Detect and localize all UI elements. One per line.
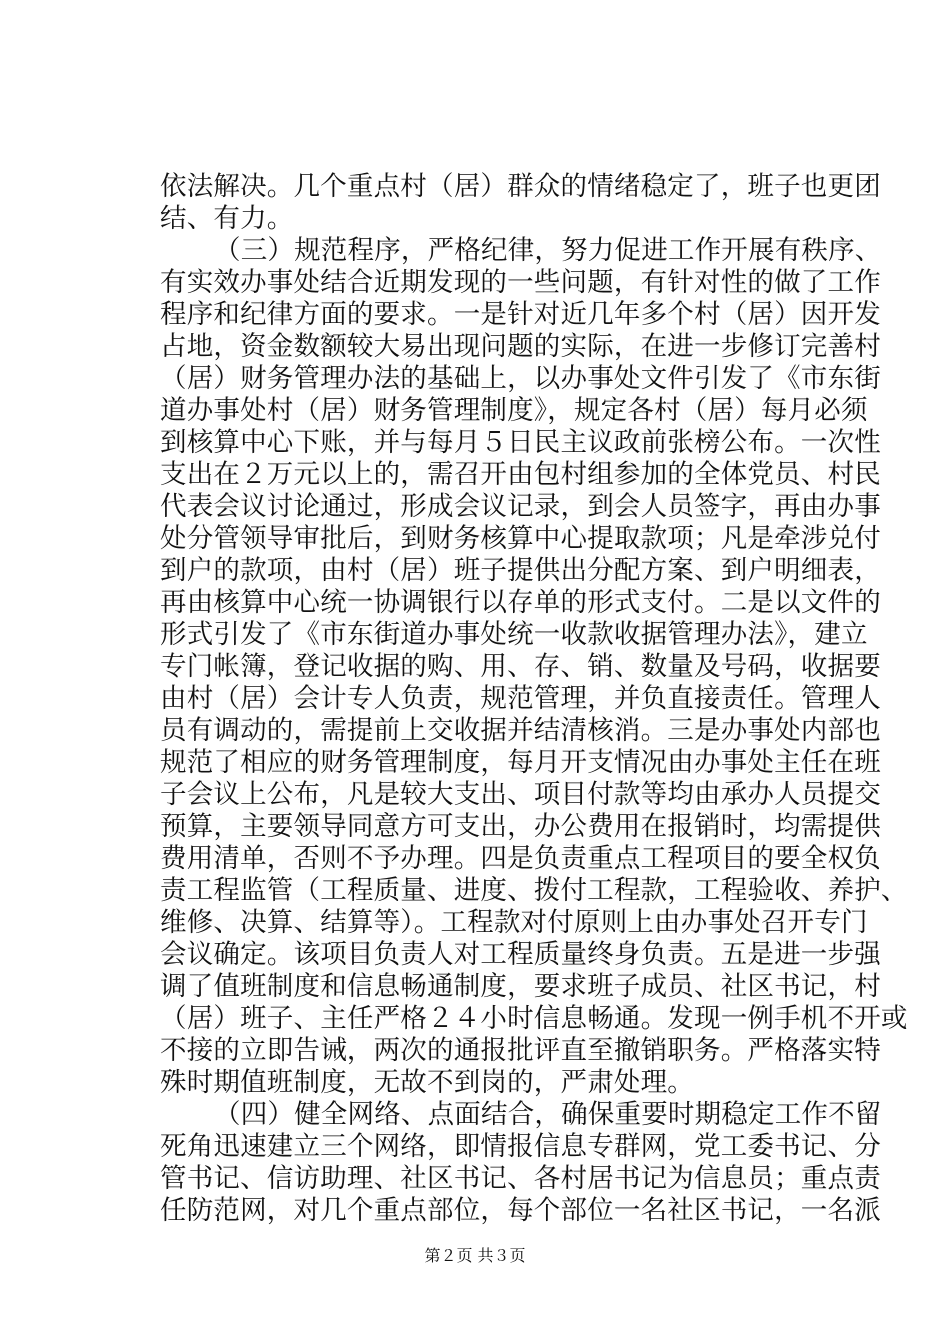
text-line: 死角迅速建立三个网络，即情报信息专群网，党工委书记、分 <box>160 1131 881 1162</box>
text-line: 专门帐簿，登记收据的购、用、存、销、数量及号码，收据要 <box>160 651 881 682</box>
text-line: 责工程监管（工程质量、进度、拨付工程款，工程验收、养护、 <box>160 875 908 906</box>
text-line: 到户的款项，由村（居）班子提供出分配方案、到户明细表， <box>160 555 881 586</box>
text-line: 维修、决算、结算等）。工程款对付原则上由办事处召开专门 <box>160 907 868 938</box>
text-line: 任防范网，对几个重点部位，每个部位一名社区书记，一名派 <box>160 1195 881 1226</box>
text-line: 结、有力。 <box>160 203 294 234</box>
text-line: （居）财务管理办法的基础上，以办事处文件引发了《市东街 <box>160 363 881 394</box>
text-line: （四）健全网络、点面结合，确保重要时期稳定工作不留 <box>214 1099 882 1130</box>
text-line: 占地，资金数额较大易出现问题的实际，在进一步修订完善村 <box>160 331 881 362</box>
document-body <box>160 171 908 1227</box>
page-footer: 第２页 共３页 <box>424 1246 526 1265</box>
text-line: 支出在２万元以上的，需召开由包村组参加的全体党员、村民 <box>160 459 881 490</box>
text-line: （居）班子、主任严格２４小时信息畅通。发现一例手机不开或 <box>160 1003 908 1034</box>
text-line: 规范了相应的财务管理制度，每月开支情况由办事处主任在班 <box>160 747 881 778</box>
text-line: 预算，主要领导同意方可支出，办公费用在报销时，均需提供 <box>160 811 881 842</box>
text-line: 员有调动的，需提前上交收据并结清核消。三是办事处内部也 <box>160 715 881 746</box>
text-line: 到核算中心下账，并与每月５日民主议政前张榜公布。一次性 <box>160 427 881 458</box>
text-line: 管书记、信访助理、社区书记、各村居书记为信息员；重点责 <box>160 1163 881 1194</box>
text-line: 再由核算中心统一协调银行以存单的形式支付。二是以文件的 <box>160 587 881 618</box>
text-line: 程序和纪律方面的要求。一是针对近几年多个村（居）因开发 <box>160 299 881 330</box>
text-line: 子会议上公布，凡是较大支出、项目付款等均由承办人员提交 <box>160 779 881 810</box>
text-line: 不接的立即告诫，两次的通报批评直至撤销职务。严格落实特 <box>160 1035 881 1066</box>
text-line: 道办事处村（居）财务管理制度》，规定各村（居）每月必须 <box>160 395 868 426</box>
text-line: （三）规范程序，严格纪律，努力促进工作开展有秩序、 <box>214 235 882 266</box>
text-line: 依法解决。几个重点村（居）群众的情绪稳定了，班子也更团 <box>160 171 881 202</box>
text-line: 处分管领导审批后，到财务核算中心提取款项；凡是牵涉兑付 <box>160 523 881 554</box>
text-line: 由村（居）会计专人负责，规范管理，并负直接责任。管理人 <box>160 683 881 714</box>
text-line: 会议确定。该项目负责人对工程质量终身负责。五是进一步强 <box>160 939 881 970</box>
text-line: 有实效办事处结合近期发现的一些问题，有针对性的做了工作 <box>160 267 881 298</box>
text-line: 殊时期值班制度，无故不到岗的，严肃处理。 <box>160 1067 694 1098</box>
text-line: 费用清单，否则不予办理。四是负责重点工程项目的要全权负 <box>160 843 881 874</box>
text-line: 形式引发了《市东街道办事处统一收款收据管理办法》，建立 <box>160 619 868 650</box>
text-line: 调了值班制度和信息畅通制度，要求班子成员、社区书记，村 <box>160 971 881 1002</box>
text-line: 代表会议讨论通过，形成会议记录，到会人员签字，再由办事 <box>160 491 881 522</box>
